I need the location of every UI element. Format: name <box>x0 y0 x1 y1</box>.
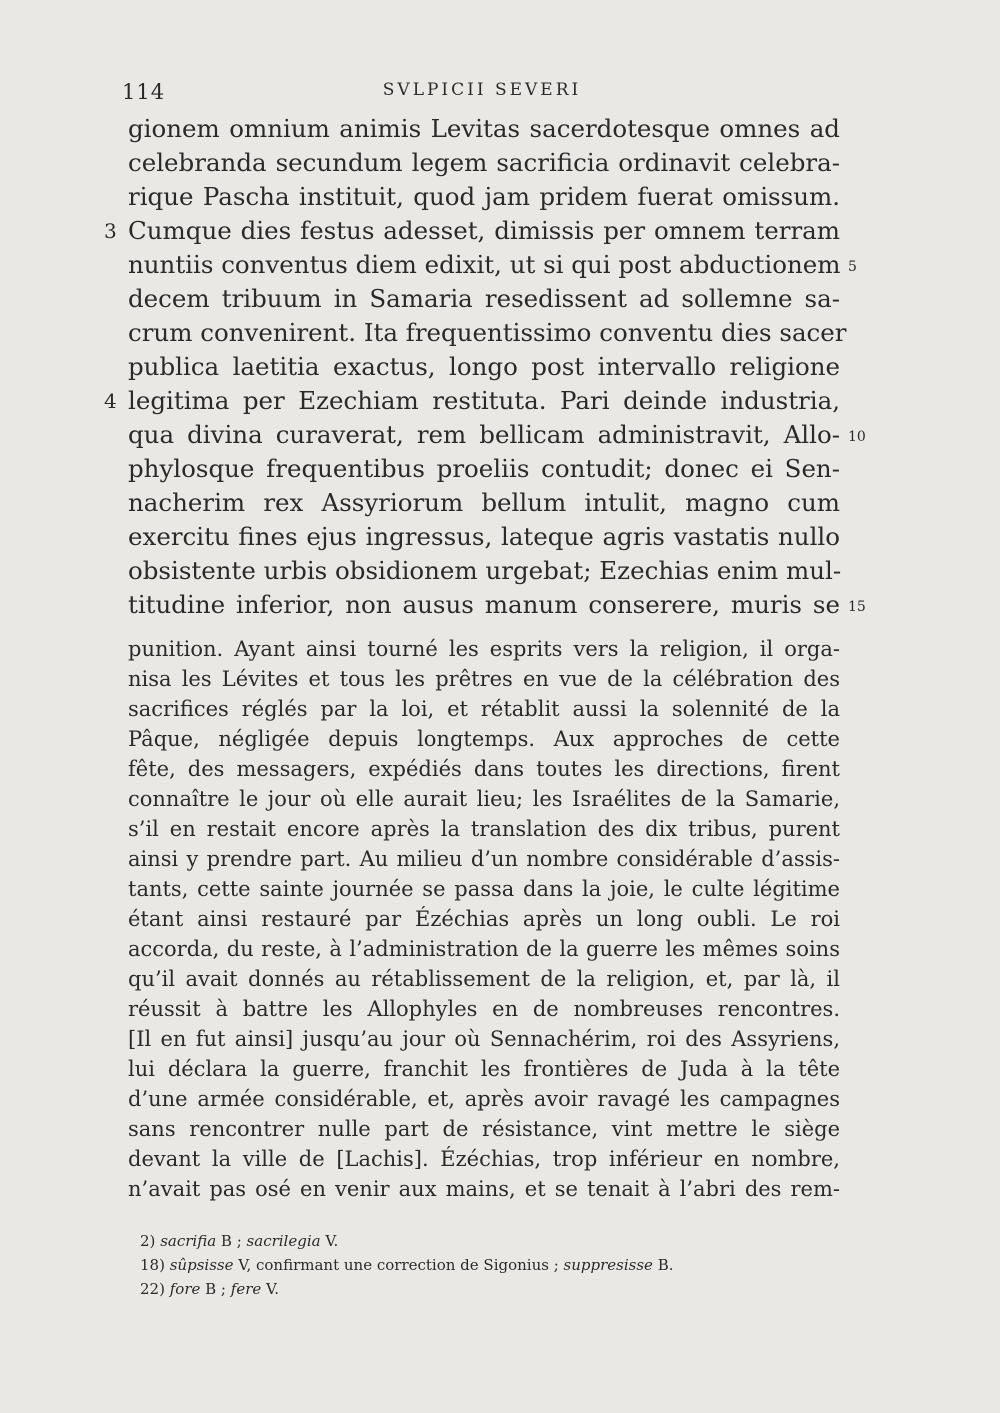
footnote-number: 18) <box>140 1256 165 1274</box>
footnote-number: 22) <box>140 1280 165 1298</box>
footnote-text: V, confirmant une correction de Sigonius ; <box>233 1256 564 1274</box>
french-line: réussit à battre les Allophyles en de nombreuses rencontres. <box>128 997 840 1021</box>
french-line: ainsi y prendre part. Au milieu d’un nombre considérable d’assis- <box>128 847 840 871</box>
page-header <box>122 80 842 110</box>
latin-line: phylosque frequentibus proeliis contudit; donec ei Sen- <box>128 454 840 483</box>
latin-line: celebranda secundum legem sacrificia ordinavit celebra- <box>128 148 840 177</box>
latin-line: publica laetitia exactus, longo post intervallo religione <box>128 352 840 381</box>
page-number: 114 <box>122 80 166 104</box>
french-line: qu’il avait donnés au rétablissement de la religion, et, par là, il <box>128 967 840 991</box>
french-line: sans rencontrer nulle part de résistance, vint mettre le siège <box>128 1117 840 1141</box>
footnote-reading: suppresisse <box>563 1256 653 1274</box>
french-line: lui déclara la guerre, franchit les frontières de Juda à la tête <box>128 1057 840 1081</box>
footnote-reading: sacrilegia <box>246 1232 321 1250</box>
latin-line: obsistente urbis obsidionem urgebat; Ezechias enim mul- <box>128 556 842 585</box>
french-line: d’une armée considérable, et, après avoir ravagé les campagnes <box>128 1087 840 1111</box>
latin-line: Cumque dies festus adesset, dimissis per omnem terram <box>128 216 840 245</box>
latin-line: decem tribuum in Samaria resedissent ad sollemne sa- <box>128 284 840 313</box>
latin-line: crum convenirent. Ita frequentissimo conventu dies sacer <box>128 318 847 347</box>
footnote-number: 2) <box>140 1232 156 1250</box>
paragraph-number: 3 <box>104 219 117 243</box>
latin-line: legitima per Ezechiam restituta. Pari deinde industria, <box>128 386 840 415</box>
latin-line: nuntiis conventus diem edixit, ut si qui post abductionem <box>128 250 841 279</box>
latin-line: qua divina curaverat, rem bellicam administravit, Allo- <box>128 420 840 449</box>
french-line: punition. Ayant ainsi tourné les esprits vers la religion, il orga- <box>128 637 840 661</box>
line-number: 15 <box>848 599 866 615</box>
line-number: 5 <box>848 259 857 275</box>
footnote <box>140 1254 800 1276</box>
footnote-text: B ; <box>200 1280 231 1298</box>
french-line: tants, cette sainte journée se passa dans la joie, le culte légitime <box>128 877 840 901</box>
french-line: Pâque, négligée depuis longtemps. Aux approches de cette <box>128 727 840 751</box>
footnote-reading: sacrifia <box>160 1232 217 1250</box>
french-line: n’avait pas osé en venir aux mains, et se tenait à l’abri des rem- <box>128 1177 840 1201</box>
french-line: devant la ville de [Lachis]. Ézéchias, trop inférieur en nombre, <box>128 1147 840 1171</box>
footnote-reading: sûpsisse <box>169 1256 234 1274</box>
latin-line: nacherim rex Assyriorum bellum intulit, magno cum <box>128 488 840 517</box>
french-line: nisa les Lévites et tous les prêtres en vue de la célébration des <box>128 667 840 691</box>
footnote-reading: fore <box>169 1280 201 1298</box>
running-title: SVLPICII SEVERI <box>382 80 582 100</box>
french-line: sacrifices réglés par la loi, et rétablit aussi la solennité de la <box>128 697 840 721</box>
french-line: accorda, du reste, à l’administration de la guerre les mêmes soins <box>128 937 840 961</box>
footnote-text: B ; <box>216 1232 247 1250</box>
french-line: fête, des messagers, expédiés dans toutes les directions, firent <box>128 757 840 781</box>
french-line: étant ainsi restauré par Ézéchias après un long oubli. Le roi <box>128 907 840 931</box>
latin-line: rique Pascha instituit, quod jam pridem fuerat omissum. <box>128 182 840 211</box>
footnote <box>140 1278 800 1300</box>
french-line: [Il en fut ainsi] jusqu’au jour où Sennachérim, roi des Assyriens, <box>128 1027 840 1051</box>
latin-line: gionem omnium animis Levitas sacerdotesque omnes ad <box>128 114 840 143</box>
footnote-reading: fere <box>230 1280 262 1298</box>
footnote-text: B. <box>652 1256 674 1274</box>
footnote <box>140 1230 800 1252</box>
latin-line: titudine inferior, non ausus manum conserere, muris se <box>128 590 840 619</box>
footnote-text: V. <box>320 1232 339 1250</box>
line-number: 10 <box>848 429 866 445</box>
french-line: connaître le jour où elle aurait lieu; les Israélites de la Samarie, <box>128 787 840 811</box>
french-line: s’il en restait encore après la translation des dix tribus, purent <box>128 817 840 841</box>
paragraph-number: 4 <box>104 389 117 413</box>
footnote-text: V. <box>261 1280 279 1298</box>
latin-line: exercitu fines ejus ingressus, lateque agris vastatis nullo <box>128 522 840 551</box>
